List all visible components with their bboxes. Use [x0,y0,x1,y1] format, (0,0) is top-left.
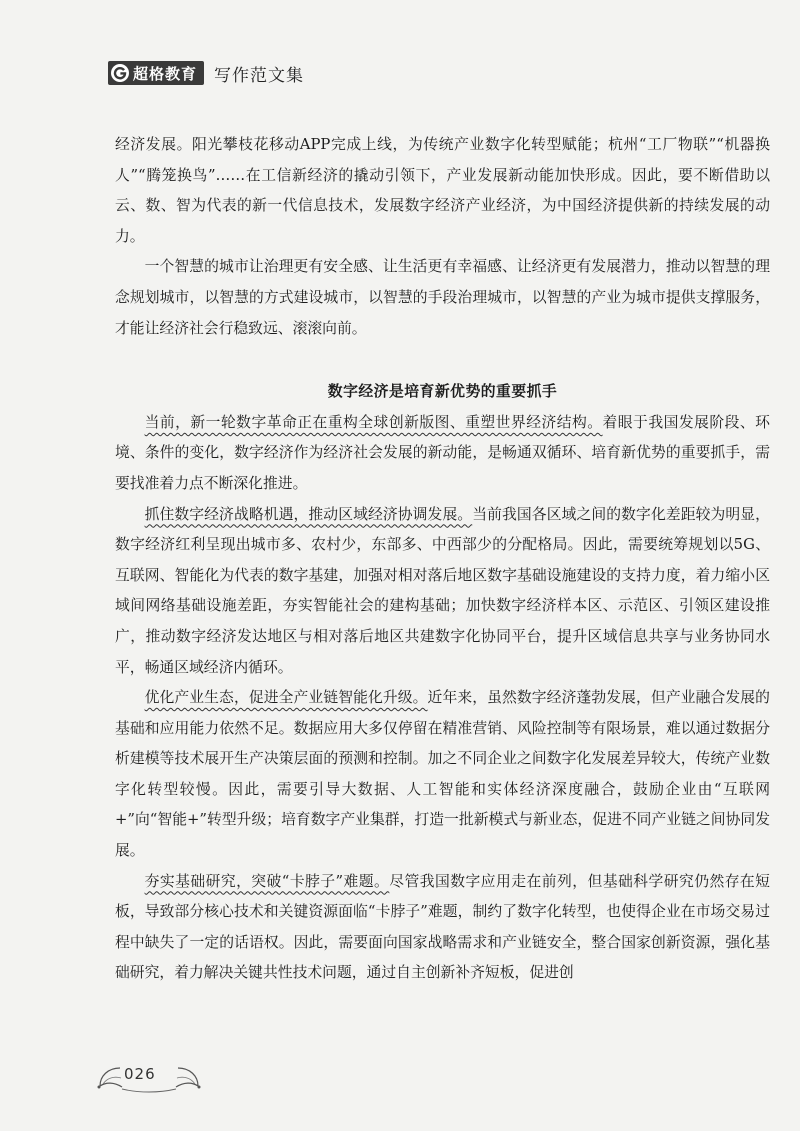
paragraph-1-key-sentence: 当前，新一轮数字革命正在重构全球创新版图、重塑世界经济结构。 [144,413,603,431]
paragraph-2 [115,500,770,684]
article-body [115,130,770,989]
intro-paragraph-1: 经济发展。阳光攀枝花移动APP完成上线，为传统产业数字化转型赋能；杭州“工厂物联”“机器换人”“腾笼换鸟”……在工信新经济的撬动引领下，产业发展新动能加快形成。因此，要不断借助以云、数、智为代表的新一代信息技术，发展数字经济产业经济，为中国经济提供新的持续发展的动力。 [115,136,770,245]
page-number: 026 [124,1065,156,1083]
brand-logo [108,61,204,85]
intro-paragraph-2: 一个智慧的城市让治理更有安全感、让生活更有幸福感、让经济更有发展潜力，推动以智慧的理念规划城市，以智慧的方式建设城市，以智慧的手段治理城市，以智慧的产业为城市提供支撑服务，才能让经济社会行稳致远、滚滚向前。 [115,258,770,337]
page-header [108,60,304,86]
brand-name: 超格教育 [133,64,198,83]
paragraph-3 [115,683,770,867]
paragraph-4-text: 尽管我国数字应用走在前列，但基础科学研究仍然存在短板，导致部分核心技术和关键资源面临“卡脖子”难题，制约了数字化转型，也使得企业在市场交易过程中缺失了一定的话语权。因此，需要面向国家战略需求和产业链安全，整合国家创新资源，强化基础研究，着力解决关键共性技术问题，通过自主创新补齐短板，促进创 [115,872,770,982]
page-footer [94,1058,204,1098]
brand-g-icon [111,64,129,82]
paragraph-3-key-sentence: 优化产业生态，促进全产业链智能化升级。 [144,689,428,707]
paragraph-2-key-sentence: 抓住数字经济战略机遇，推动区域经济协调发展。 [144,505,473,523]
paragraph-4 [115,867,770,989]
paragraph-1-text: 着眼于我国发展阶段、环境、条件的变化，数字经济作为经济社会发展的新动能，是畅通双循环、培育新优势的重要抓手，需要找准着力点不断深化推进。 [115,413,770,492]
book-series-title: 写作范文集 [214,65,305,86]
section-title: 数字经济是培育新优势的重要抓手 [327,383,558,401]
paragraph-4-key-sentence: 夯实基础研究，突破“卡脖子”难题。 [144,872,390,890]
paragraph-1 [115,408,770,500]
paragraph-2-text: 当前我国各区域之间的数字化差距较为明显，数字经济红利呈现出城市多、农村少，东部多、中西部少的分配格局。因此，需要统筹规划以5G、互联网、智能化为代表的数字基建，加强对相对落后地区数字基础设施建设的支持力度，着力缩小区域间网络基础设施差距，夯实智能社会的建构基础；加快数字经济样本区、示范区、引领区建设推广，推动数字经济发达地区与相对落后地区共建数字化协同平台，提升区域信息共享与业务协同水平，畅通区域经济内循环。 [115,505,770,676]
paragraph-3-text: 近年来，虽然数字经济蓬勃发展，但产业融合发展的基础和应用能力依然不足。数据应用大多仅停留在精准营销、风险控制等有限场景，难以通过数据分析建模等技术展开生产决策层面的预测和控制。加之不同企业之间数字化发展差异较大，传统产业数字化转型较慢。因此，需要引导大数据、人工智能和实体经济深度融合，鼓励企业由“互联网+”向“智能+”转型升级；培育数字产业集群，打造一批新模式与新业态，促进不同产业链之间协同发展。 [115,689,770,860]
